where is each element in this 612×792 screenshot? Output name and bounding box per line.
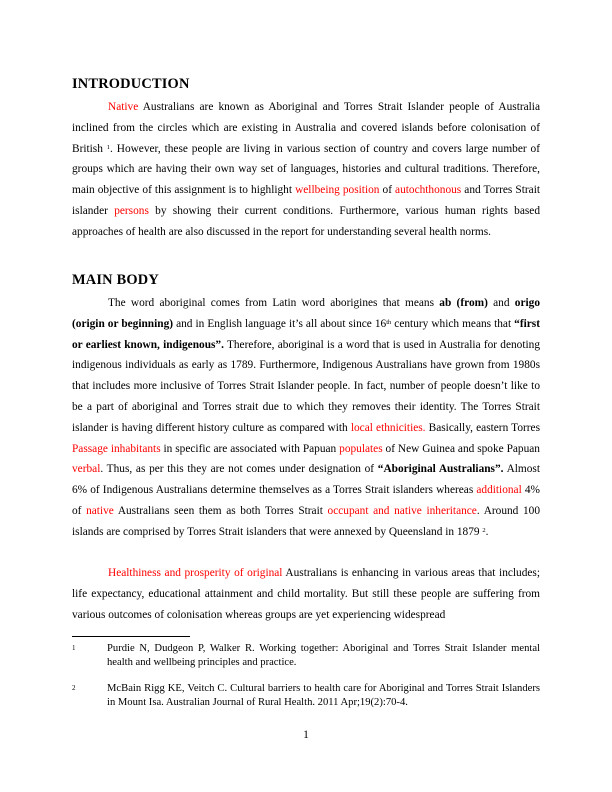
body-text: and in English language it’s all about since 16 [173, 317, 387, 330]
body-text: Basically, eastern Torres [425, 421, 540, 434]
footnote-1 [72, 642, 540, 669]
introduction-heading: INTRODUCTION [72, 76, 190, 92]
body-text: . Thus, as per this they are not comes under designation of [100, 463, 378, 476]
highlighted-term: autochthonous [395, 184, 462, 197]
body-text: and Torres Strait islander [72, 184, 540, 217]
body-text: by showing their current conditions. Furthermore, various human rights based approaches of health are also discussed in the report for understanding several health norms. [72, 204, 540, 238]
body-text: of New Guinea and spoke Papuan [382, 442, 540, 455]
highlighted-term: Passage inhabitants [72, 442, 161, 455]
main-body-paragraph-1 [72, 293, 540, 543]
highlighted-term: persons [114, 204, 149, 217]
footnote-text: McBain Rigg KE, Veitch C. Cultural barriers to health care for Aboriginal and Torres Strait Islanders in Mount Isa. Australian Journal of Rural Health. 2011 Apr;19(2):70-4. [107, 683, 540, 708]
highlighted-term: Native [108, 101, 139, 113]
body-text: of [379, 184, 396, 197]
bold-term: origo (origin or beginning) [72, 297, 540, 330]
body-text: and [487, 297, 515, 309]
ordinal-suffix: th [386, 318, 392, 326]
footnote-number: 2 [72, 684, 76, 692]
body-text: in specific are associated with Papuan [160, 442, 340, 455]
highlighted-term: occupant and native inheritance [327, 504, 477, 517]
footnote-reference[interactable]: 2 [482, 526, 486, 534]
body-text: Australians is enhancing in various areas that includes; life expectancy, educational attainment and child mortality. But still these people are suffering from various outcomes of colonisation whereas groups are yet experiencing widespread [72, 567, 540, 621]
highlighted-term: native [86, 504, 114, 517]
introduction-paragraph [72, 97, 540, 243]
footnote-reference[interactable]: 1 [106, 143, 111, 151]
highlighted-term: additional [476, 484, 522, 497]
footnote-separator [72, 636, 190, 637]
highlighted-term: populates [339, 442, 383, 455]
body-text: . Around 100 islands are comprised by Torres Strait islanders that were annexed by Queensland in 1879 [72, 504, 541, 538]
highlighted-term: wellbeing position [295, 184, 380, 197]
main-body-heading: MAIN BODY [72, 272, 159, 288]
bold-term: “first or earliest known, indigenous”. [72, 317, 540, 351]
bold-term: ab (from) [439, 297, 488, 309]
body-text: . [485, 525, 489, 538]
body-text: Australians are known as Aboriginal and Torres Strait Islander people of Australia inclined from the circles which are existing in Australia and covered islands before colonisation of British [72, 101, 540, 155]
footnote-2 [72, 682, 540, 709]
body-text: Almost 6% of Indigenous Australians determine themselves as a Torres Strait islanders whereas [72, 463, 540, 497]
body-text: . However, these people are living in various section of country and covers large number of groups which are having their own way set of languages, histories and cultural traditions. Therefore, main objective of this assignment is to highlight [72, 142, 540, 197]
body-text: The word aboriginal comes from Latin word aborigines that means [108, 297, 440, 309]
footnote-number: 1 [72, 644, 76, 652]
page-number: 1 [303, 729, 309, 741]
body-text: 4% of [72, 484, 540, 517]
body-text: century which means that [391, 317, 515, 330]
footnote-text: Purdie N, Dudgeon P, Walker R. Working together: Aboriginal and Torres Strait Islander mental health and wellbeing principles and practice. [107, 643, 540, 668]
body-text: Australians seen them as both Torres Strait [113, 504, 328, 517]
highlighted-term: local ethnicities. [350, 421, 426, 434]
bold-term: “Aboriginal Australians”. [377, 463, 504, 476]
highlighted-term: Healthiness and prosperity of original [108, 567, 283, 579]
highlighted-term: verbal [72, 463, 101, 476]
body-text: Therefore, aboriginal is a word that is used in Australia for denoting indigenous individuals as early as 1789. Furthermore, Indigenous Australians have grown from 1980s that includes more inclusive of Torres Strait Islander people. In fact, number of people doesn’t like to be a part of aboriginal and Torres strait due to which they removes their identity. The Torres Strait islander is having different history culture as compared with [72, 338, 540, 434]
main-body-paragraph-2 [72, 563, 540, 625]
